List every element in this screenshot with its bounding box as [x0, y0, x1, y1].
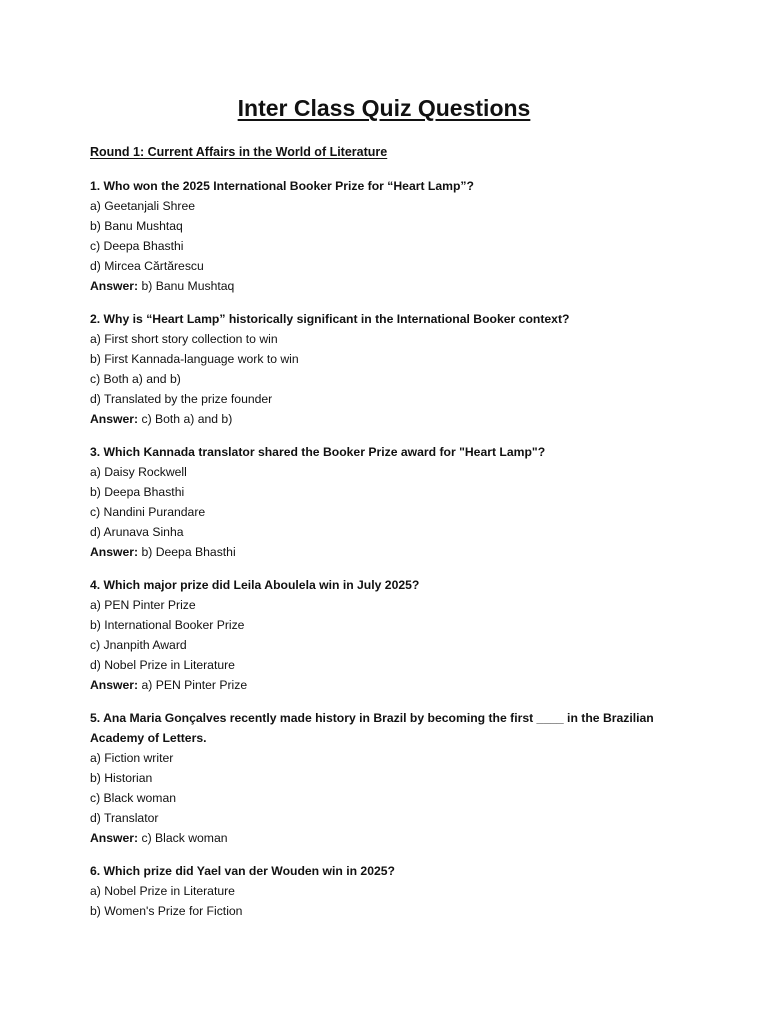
question-text: 3. Which Kannada translator shared the Booker Prize award for "Heart Lamp"? — [90, 445, 546, 459]
question-block-4 — [90, 575, 690, 695]
option-c: c) Deepa Bhasthi — [90, 239, 184, 253]
answer-line — [90, 542, 690, 562]
question-block-2 — [90, 309, 690, 429]
option-a: a) PEN Pinter Prize — [90, 598, 196, 612]
answer-label: Answer: — [90, 279, 139, 293]
answer-value: a) PEN Pinter Prize — [138, 678, 248, 692]
option-a: a) Geetanjali Shree — [90, 199, 196, 213]
question-list — [90, 176, 690, 934]
document-title-text: Inter Class Quiz Questions — [237, 95, 531, 121]
option-c: c) Jnanpith Award — [90, 638, 187, 652]
question-block-3 — [90, 442, 690, 562]
question-block-1 — [90, 176, 690, 296]
option-b: b) Banu Mushtaq — [90, 219, 183, 233]
option-c: c) Black woman — [90, 791, 177, 805]
option-b: b) Historian — [90, 771, 153, 785]
option-d: d) Arunava Sinha — [90, 525, 184, 539]
answer-value: b) Deepa Bhasthi — [138, 545, 236, 559]
option-c: c) Both a) and b) — [90, 372, 181, 386]
question-text: 4. Which major prize did Leila Aboulela win in July 2025? — [90, 578, 420, 592]
option-b: b) Women's Prize for Fiction — [90, 904, 243, 918]
question-block-5 — [90, 708, 690, 848]
option-b: b) First Kannada-language work to win — [90, 352, 299, 366]
answer-label: Answer: — [90, 545, 139, 559]
question-text: 2. Why is “Heart Lamp” historically significant in the International Booker context? — [90, 312, 570, 326]
answer-label: Answer: — [90, 678, 139, 692]
option-d: d) Nobel Prize in Literature — [90, 658, 235, 672]
option-d: d) Translator — [90, 811, 159, 825]
option-a: a) Daisy Rockwell — [90, 465, 187, 479]
option-b: b) International Booker Prize — [90, 618, 245, 632]
option-b: b) Deepa Bhasthi — [90, 485, 185, 499]
answer-line — [90, 675, 690, 695]
option-a: a) Fiction writer — [90, 751, 174, 765]
option-a: a) First short story collection to win — [90, 332, 278, 346]
answer-label: Answer: — [90, 412, 139, 426]
question-text: 5. Ana Maria Gonçalves recently made history in Brazil by becoming the first ____ in the Brazilian Academy of Letters. — [90, 711, 654, 745]
round-heading: Round 1: Current Affairs in the World of Literature — [90, 145, 388, 159]
answer-value: b) Banu Mushtaq — [138, 279, 235, 293]
question-text: 1. Who won the 2025 International Booker Prize for “Heart Lamp”? — [90, 179, 474, 193]
option-a: a) Nobel Prize in Literature — [90, 884, 235, 898]
answer-line — [90, 828, 690, 848]
answer-line — [90, 276, 690, 296]
question-text: 6. Which prize did Yael van der Wouden win in 2025? — [90, 864, 395, 878]
document-title — [0, 92, 768, 124]
option-d: d) Translated by the prize founder — [90, 392, 273, 406]
option-d: d) Mircea Cărtărescu — [90, 259, 204, 273]
answer-value: c) Black woman — [138, 831, 228, 845]
option-c: c) Nandini Purandare — [90, 505, 206, 519]
answer-value: c) Both a) and b) — [138, 412, 233, 426]
answer-line — [90, 409, 690, 429]
question-block-6 — [90, 861, 690, 921]
answer-label: Answer: — [90, 831, 139, 845]
